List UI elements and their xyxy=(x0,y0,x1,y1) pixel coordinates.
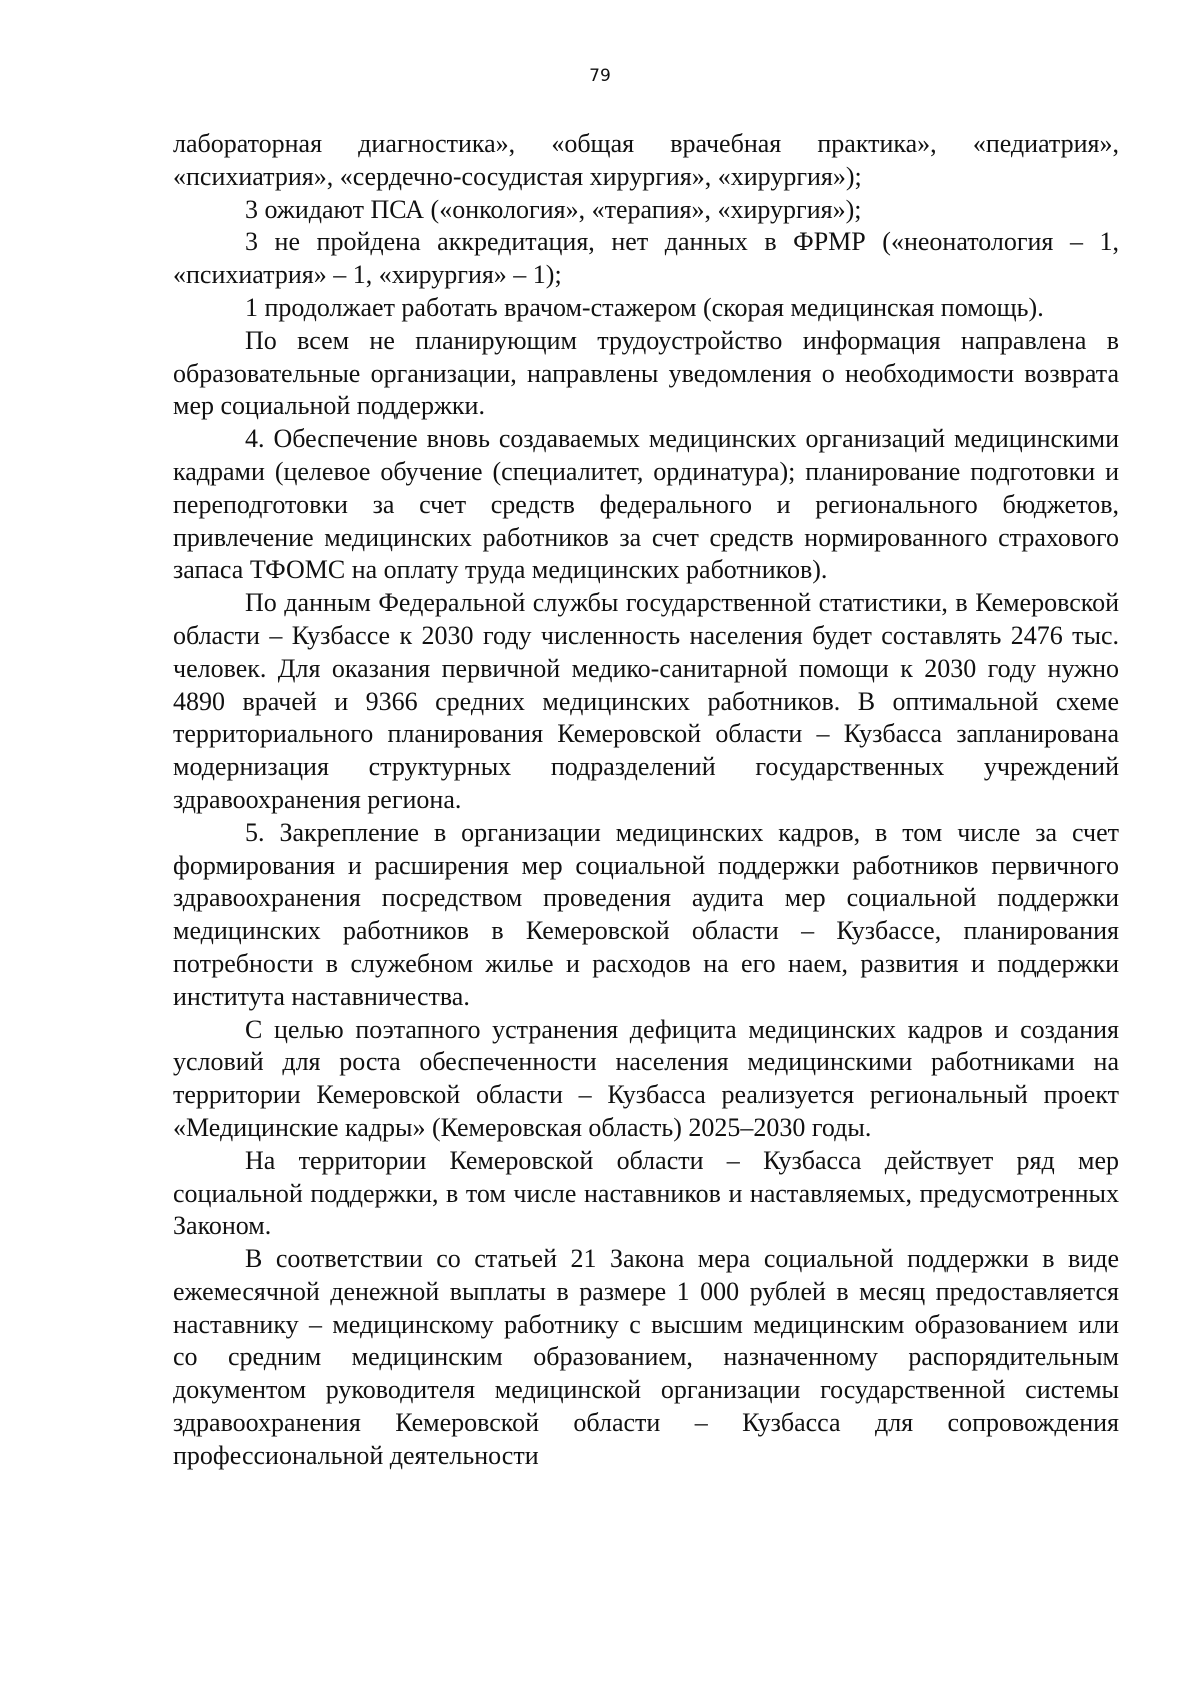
paragraph-awaiting-psa: 3 ожидают ПСА («онкология», «терапия», «хирургия»); xyxy=(245,194,862,224)
paragraph-specialties-continuation: лабораторная диагностика», «общая врачебная практика», «педиатрия», «психиатрия», «сердечно-сосудистая хирургия», «хирургия»); xyxy=(173,129,1119,191)
paragraph-statistics: По данным Федеральной службы государственной статистики, в Кемеровской области – Кузбассе к 2030 году численность населения будет составлять 2476 тыс. человек. Для оказания первичной медико-санитарной помощи к 2030 году нужно 4890 врачей и 9366 средних медицинских работников. В оптимальной схеме территориального планирования Кемеровской области – Кузбасса запланирована модернизация структурных подразделений государственных учреждений здравоохранения региона. xyxy=(173,588,1119,814)
paragraph-regional-project: С целью поэтапного устранения дефицита медицинских кадров и создания условий для роста обеспеченности населения медицинскими работниками на территории Кемеровской области – Кузбасса реализуется региональный проект «Медицинские кадры» (Кемеровская область) 2025–2030 годы. xyxy=(173,1014,1119,1142)
paragraph-item-5: 5. Закрепление в организации медицинских кадров, в том числе за счет формирования и расширения мер социальной поддержки работников первичного здравоохранения посредством проведения аудита мер социальной поддержки медицинских работников в Кемеровской области – Кузбассе, планирования потребности в служебном жилье и расходов на его наем, развития и поддержки института наставничества. xyxy=(173,817,1119,1011)
paragraph-intern: 1 продолжает работать врачом-стажером (скорая медицинская помощь). xyxy=(245,292,1044,322)
paragraph-item-4: 4. Обеспечение вновь создаваемых медицинских организаций медицинскими кадрами (целевое обучение (специалитет, ординатура); планирование подготовки и переподготовки за счет средств федерального и регионального бюджетов, привлечение медицинских работников за счет средств нормированного страхового запаса ТФОМС на оплату труда медицинских работников). xyxy=(173,424,1119,585)
paragraph-article-21: В соответствии со статьей 21 Закона мера социальной поддержки в виде ежемесячной денежной выплаты в размере 1 000 рублей в месяц предоставляется наставнику – медицинскому работнику с высшим медицинским образованием или со средним медицинским образованием, назначенному распорядительным документом руководителя медицинской организации государственной системы здравоохранения Кемеровской области – Кузбасса для сопровождения профессиональной деятельности xyxy=(173,1244,1119,1470)
page-number: 79 xyxy=(589,66,611,86)
paragraph-social-support: На территории Кемеровской области – Кузбасса действует ряд мер социальной поддержки, в том числе наставников и наставляемых, предусмотренных Законом. xyxy=(173,1145,1119,1241)
paragraph-not-planning-employment: По всем не планирующим трудоустройство информация направлена в образовательные организации, направлены уведомления о необходимости возврата мер социальной поддержки. xyxy=(173,325,1119,421)
paragraph-accreditation: 3 не пройдена аккредитация, нет данных в ФРМР («неонатология – 1, «психиатрия» – 1, «хирургия» – 1); xyxy=(173,227,1119,290)
document-body xyxy=(173,128,1119,1473)
